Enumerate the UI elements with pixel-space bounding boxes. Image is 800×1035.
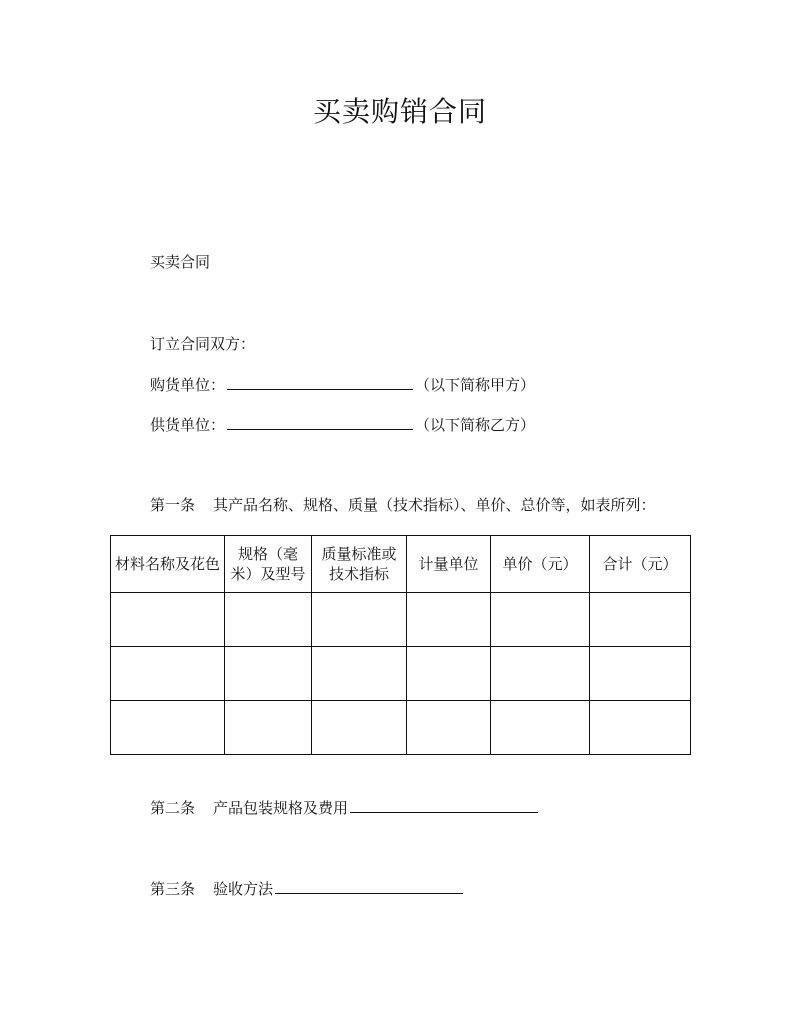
seller-line <box>150 413 535 435</box>
table-cell[interactable] <box>225 701 312 755</box>
article-3-number: 第三条 <box>150 880 196 898</box>
header-unit-price: 单价（元） <box>491 536 590 593</box>
table-row <box>111 593 691 647</box>
table-cell[interactable] <box>407 701 491 755</box>
table-cell[interactable] <box>225 593 312 647</box>
table-cell[interactable] <box>312 647 407 701</box>
seller-name-blank[interactable] <box>227 413 413 430</box>
table-cell[interactable] <box>407 593 491 647</box>
header-unit: 计量单位 <box>407 536 491 593</box>
table-cell[interactable] <box>111 593 225 647</box>
table-header-row <box>111 536 691 593</box>
header-material-name: 材料名称及花色 <box>111 536 225 593</box>
table-cell[interactable] <box>225 647 312 701</box>
table-cell[interactable] <box>312 593 407 647</box>
table-cell[interactable] <box>590 647 691 701</box>
table-row <box>111 647 691 701</box>
article-2-text: 产品包装规格及费用 <box>213 799 349 817</box>
table-cell[interactable] <box>590 701 691 755</box>
parties-heading: 订立合同双方： <box>150 335 256 353</box>
table-row <box>111 701 691 755</box>
article-1 <box>150 495 656 515</box>
table-cell[interactable] <box>111 701 225 755</box>
header-quality-standard: 质量标准或技术指标 <box>312 536 407 593</box>
table-cell[interactable] <box>491 647 590 701</box>
buyer-line <box>150 373 535 395</box>
article-3-text: 验收方法 <box>213 880 274 898</box>
article-1-text: 其产品名称、规格、质量（技术指标）、单价、总价等，如表所列： <box>213 496 656 514</box>
article-1-number: 第一条 <box>150 496 196 514</box>
buyer-label: 购货单位： <box>150 376 226 394</box>
product-table <box>110 535 691 755</box>
article-2 <box>150 796 540 818</box>
seller-label: 供货单位： <box>150 416 226 434</box>
table-cell[interactable] <box>111 647 225 701</box>
header-specification: 规格（毫米）及型号 <box>225 536 312 593</box>
table-cell[interactable] <box>407 647 491 701</box>
seller-note: （以下简称乙方） <box>415 416 536 434</box>
buyer-name-blank[interactable] <box>227 373 413 390</box>
packaging-blank[interactable] <box>350 796 538 813</box>
header-total: 合计（元） <box>590 536 691 593</box>
table-cell[interactable] <box>312 701 407 755</box>
buyer-note: （以下简称甲方） <box>415 376 536 394</box>
table-cell[interactable] <box>491 701 590 755</box>
table-cell[interactable] <box>590 593 691 647</box>
table-cell[interactable] <box>491 593 590 647</box>
inspection-method-blank[interactable] <box>275 877 463 894</box>
page-title: 买卖购销合同 <box>312 95 487 128</box>
article-3 <box>150 877 465 899</box>
article-2-number: 第二条 <box>150 799 196 817</box>
contract-subtitle: 买卖合同 <box>150 253 211 271</box>
